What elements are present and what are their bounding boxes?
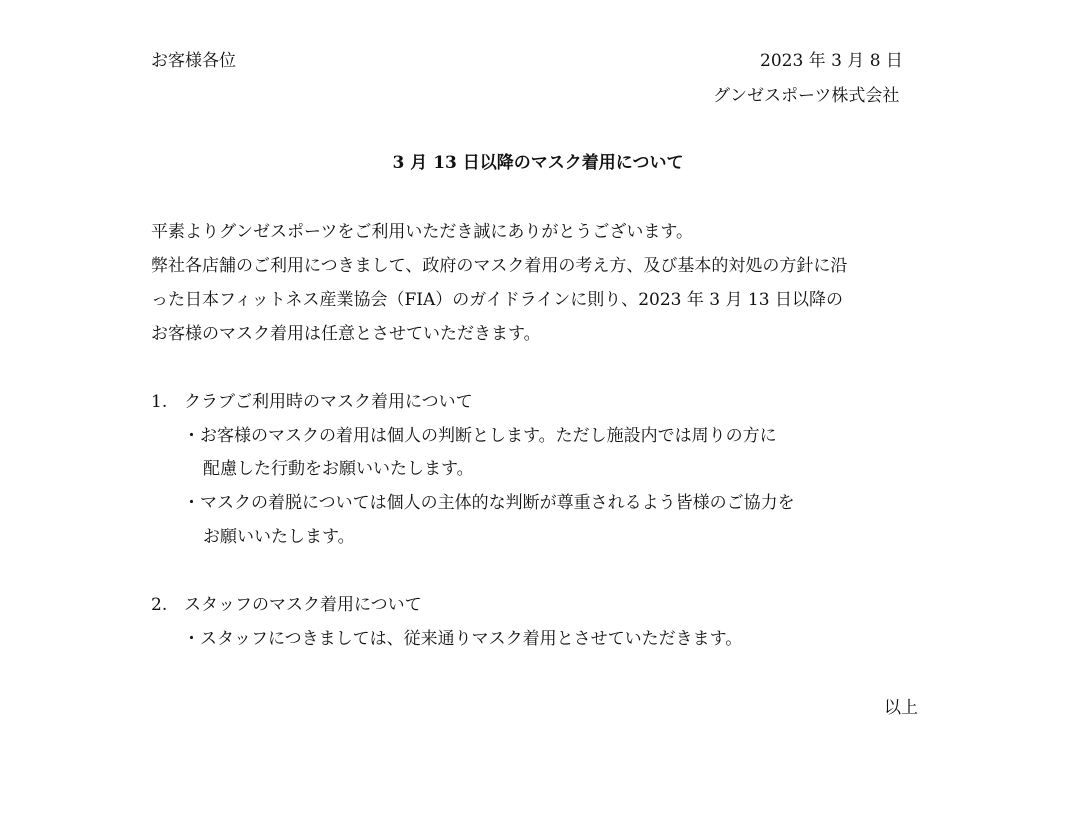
- intro-line-4: お客様のマスク着用は任意とさせていただきます。: [151, 324, 541, 344]
- section-1-bullet-1-line-1: ・お客様のマスクの着用は個人の判断とします。ただし施設内では周りの方に: [183, 426, 777, 446]
- section-1-bullet-2-line-1: ・マスクの着脱については個人の主体的な判断が尊重されるよう皆様のご協力を: [183, 493, 795, 513]
- document-date: 2023 年 3 月 8 日: [760, 51, 903, 71]
- section-1-number: 1.: [151, 392, 168, 412]
- document-title: 3 月 13 日以降のマスク着用について: [392, 153, 684, 173]
- addressee: お客様各位: [151, 51, 236, 71]
- section-1-heading: [151, 390, 473, 414]
- section-1-bullet-2-line-2: お願いいたします。: [203, 527, 355, 547]
- section-1-title: クラブご利用時のマスク着用について: [184, 392, 473, 412]
- closing-remark: 以上: [884, 698, 918, 718]
- section-2-bullet-1: ・スタッフにつきましては、従来通りマスク着用とさせていただきます。: [183, 629, 743, 649]
- company-name: グンゼスポーツ株式会社: [713, 86, 900, 106]
- section-2-title: スタッフのマスク着用について: [184, 595, 422, 615]
- intro-line-2: 弊社各店舗のご利用につきまして、政府のマスク着用の考え方、及び基本的対処の方針に沿: [151, 256, 848, 276]
- intro-line-3: った日本フィットネス産業協会（FIA）のガイドラインに則り、2023 年 3 月 13 日以降の: [151, 290, 843, 310]
- section-2-heading: [151, 593, 422, 617]
- section-1-bullet-1-line-2: 配慮した行動をお願いいたします。: [203, 459, 474, 479]
- intro-line-1: 平素よりグンゼスポーツをご利用いただき誠にありがとうございます。: [151, 222, 693, 242]
- section-2-number: 2.: [151, 595, 168, 615]
